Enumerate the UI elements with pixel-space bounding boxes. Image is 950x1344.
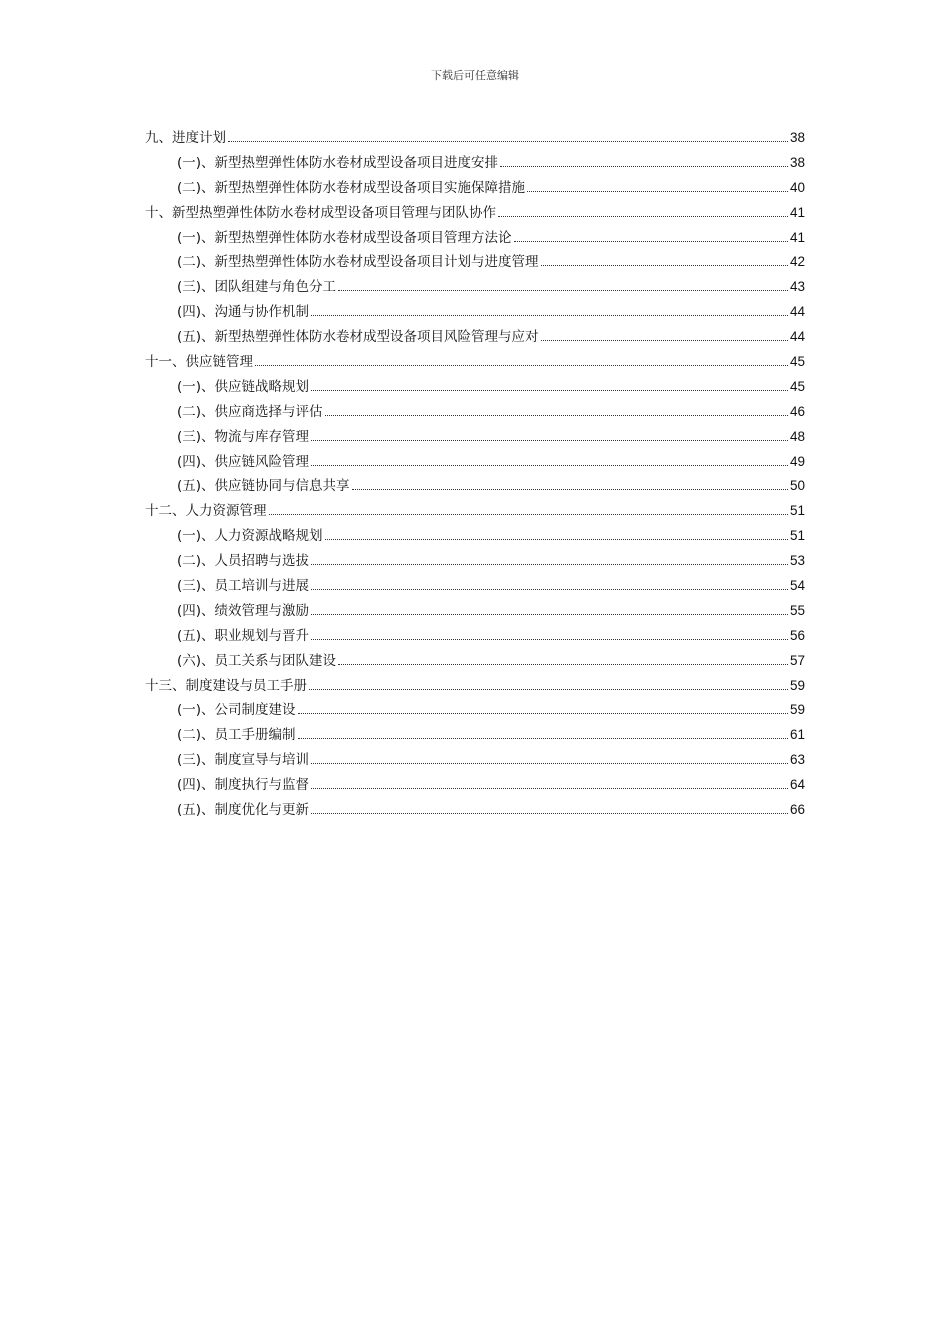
toc-entry-label: (六)、员工关系与团队建设 (177, 652, 337, 669)
toc-dot-leader (325, 415, 788, 416)
toc-entry[interactable] (145, 226, 805, 251)
toc-entry[interactable] (145, 698, 805, 723)
toc-dot-leader (298, 738, 788, 739)
toc-entry-page-number: 45 (789, 354, 805, 370)
toc-entry[interactable] (145, 649, 805, 674)
toc-dot-leader (541, 265, 788, 266)
toc-entry[interactable] (145, 524, 805, 549)
toc-entry-page-number: 38 (789, 154, 805, 170)
toc-entry-label: 十三、制度建设与员工手册 (145, 677, 307, 694)
toc-entry[interactable] (145, 176, 805, 201)
toc-dot-leader (311, 788, 788, 789)
toc-entry[interactable] (145, 599, 805, 624)
toc-entry[interactable] (145, 674, 805, 699)
toc-entry-label: (五)、新型热塑弹性体防水卷材成型设备项目风险管理与应对 (177, 329, 539, 346)
toc-entry[interactable] (145, 350, 805, 375)
toc-dot-leader (269, 514, 788, 515)
toc-dot-leader (311, 440, 788, 441)
toc-entry-page-number: 49 (789, 453, 805, 469)
toc-entry-page-number: 56 (789, 627, 805, 643)
toc-entry-label: (一)、公司制度建设 (177, 702, 296, 719)
toc-entry-label: (四)、供应链风险管理 (177, 453, 310, 470)
toc-entry-label: (二)、人员招聘与选拔 (177, 553, 310, 570)
toc-entry-label: 九、进度计划 (145, 130, 226, 146)
toc-entry-label: (四)、沟通与协作机制 (177, 304, 310, 321)
toc-entry-page-number: 38 (789, 130, 805, 145)
toc-entry-page-number: 44 (789, 304, 805, 320)
toc-entry[interactable] (145, 773, 805, 798)
toc-dot-leader (498, 216, 788, 217)
toc-entry-page-number: 53 (789, 553, 805, 569)
toc-entry-page-number: 63 (789, 752, 805, 768)
toc-entry-label: (二)、新型热塑弹性体防水卷材成型设备项目计划与进度管理 (177, 254, 539, 271)
toc-entry-page-number: 41 (789, 229, 805, 245)
toc-dot-leader (311, 639, 788, 640)
toc-dot-leader (311, 763, 788, 764)
toc-dot-leader (311, 589, 788, 590)
toc-entry-label: 十二、人力资源管理 (145, 503, 267, 520)
toc-entry[interactable] (145, 275, 805, 300)
toc-entry-page-number: 48 (789, 428, 805, 444)
toc-dot-leader (338, 290, 788, 291)
toc-dot-leader (228, 141, 788, 142)
toc-entry[interactable] (145, 499, 805, 524)
toc-entry-label: (一)、供应链战略规划 (177, 378, 310, 395)
toc-dot-leader (352, 489, 788, 490)
table-of-contents (145, 126, 805, 823)
toc-entry[interactable] (145, 748, 805, 773)
toc-entry-page-number: 59 (789, 702, 805, 718)
toc-entry[interactable] (145, 798, 805, 823)
toc-entry-label: (二)、新型热塑弹性体防水卷材成型设备项目实施保障措施 (177, 179, 526, 196)
toc-entry[interactable] (145, 425, 805, 450)
toc-dot-leader (298, 713, 788, 714)
toc-entry-page-number: 44 (789, 329, 805, 345)
toc-entry[interactable] (145, 549, 805, 574)
toc-entry-label: (一)、人力资源战略规划 (177, 528, 323, 545)
toc-entry-page-number: 61 (789, 727, 805, 743)
toc-entry-page-number: 66 (789, 802, 805, 818)
toc-entry-label: 十一、供应链管理 (145, 354, 253, 371)
toc-dot-leader (255, 365, 788, 366)
toc-entry-label: (二)、供应商选择与评估 (177, 403, 323, 420)
toc-entry-label: (四)、绩效管理与激励 (177, 602, 310, 619)
toc-entry[interactable] (145, 250, 805, 275)
toc-dot-leader (311, 813, 788, 814)
toc-dot-leader (311, 465, 788, 466)
toc-dot-leader (311, 315, 788, 316)
toc-entry-page-number: 42 (789, 254, 805, 270)
toc-entry-label: (三)、物流与库存管理 (177, 428, 310, 445)
toc-entry-page-number: 51 (789, 503, 805, 519)
toc-entry-label: (一)、新型热塑弹性体防水卷材成型设备项目管理方法论 (177, 229, 512, 246)
toc-entry[interactable] (145, 723, 805, 748)
toc-entry[interactable] (145, 474, 805, 499)
toc-entry[interactable] (145, 450, 805, 475)
toc-entry-label: (五)、制度优化与更新 (177, 802, 310, 819)
toc-dot-leader (500, 166, 788, 167)
toc-entry[interactable] (145, 126, 805, 151)
toc-entry[interactable] (145, 300, 805, 325)
toc-entry-page-number: 43 (789, 279, 805, 295)
toc-dot-leader (311, 614, 788, 615)
toc-entry-page-number: 40 (789, 179, 805, 195)
toc-dot-leader (311, 390, 788, 391)
toc-entry-label: (一)、新型热塑弹性体防水卷材成型设备项目进度安排 (177, 154, 499, 171)
toc-entry-page-number: 55 (789, 602, 805, 618)
toc-entry-page-number: 50 (789, 478, 805, 494)
toc-entry-page-number: 51 (789, 528, 805, 544)
toc-entry[interactable] (145, 201, 805, 226)
toc-entry[interactable] (145, 574, 805, 599)
toc-entry-label: (五)、职业规划与晋升 (177, 627, 310, 644)
toc-dot-leader (325, 539, 788, 540)
toc-entry-label: (四)、制度执行与监督 (177, 777, 310, 794)
toc-entry-page-number: 41 (789, 204, 805, 220)
toc-entry-page-number: 57 (789, 652, 805, 668)
toc-entry-page-number: 64 (789, 777, 805, 793)
toc-entry-page-number: 54 (789, 578, 805, 594)
toc-entry-page-number: 46 (789, 403, 805, 419)
toc-dot-leader (311, 564, 788, 565)
toc-entry-label: (五)、供应链协同与信息共享 (177, 478, 350, 495)
toc-entry[interactable] (145, 400, 805, 425)
toc-entry-page-number: 45 (789, 378, 805, 394)
toc-entry-label: (三)、团队组建与角色分工 (177, 279, 337, 296)
toc-dot-leader (527, 191, 788, 192)
toc-entry[interactable] (145, 375, 805, 400)
toc-dot-leader (541, 340, 788, 341)
toc-dot-leader (309, 689, 788, 690)
toc-entry[interactable] (145, 325, 805, 350)
toc-entry-page-number: 59 (789, 677, 805, 693)
toc-dot-leader (514, 241, 788, 242)
toc-entry[interactable] (145, 624, 805, 649)
toc-entry-label: (二)、员工手册编制 (177, 727, 296, 744)
page-header: 下载后可任意编辑 (431, 69, 519, 82)
toc-entry[interactable] (145, 151, 805, 176)
toc-dot-leader (338, 664, 788, 665)
toc-entry-label: (三)、制度宣导与培训 (177, 752, 310, 769)
toc-entry-label: 十、新型热塑弹性体防水卷材成型设备项目管理与团队协作 (145, 204, 496, 221)
toc-entry-label: (三)、员工培训与进展 (177, 578, 310, 595)
